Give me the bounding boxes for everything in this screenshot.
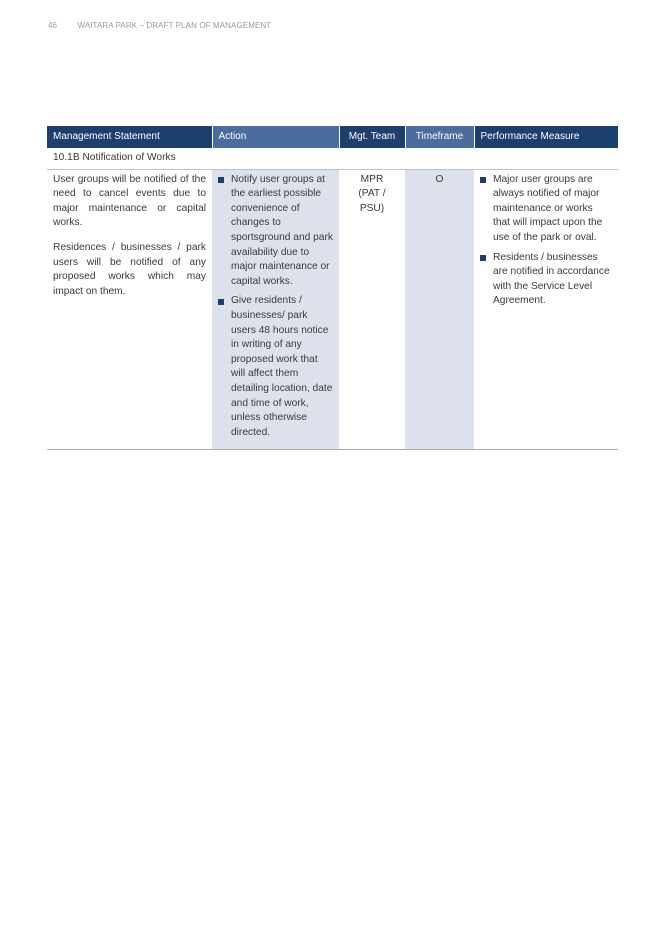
document-title: WAITARA PARK – DRAFT PLAN OF MANAGEMENT (77, 21, 272, 30)
list-item (218, 294, 333, 440)
column-header-management-statement: Management Statement (47, 126, 212, 148)
section-row (47, 148, 618, 169)
action-text: Give residents / businesses/ park users 48 hours notice in writing of any proposed work that will affect them detailing location, date and time of work, unless otherwise directed. (231, 295, 333, 438)
action-text: Notify user groups at the earliest possible convenience of changes to sportsground and park availability due to major maintenance or capital works. (231, 173, 333, 287)
mgt-team-units: (PAT / PSU) (358, 188, 386, 214)
action-cell (212, 169, 339, 450)
performance-text: Major user groups are always notified of major maintenance or works that will impact upon the use of the park or oval. (493, 173, 603, 243)
column-header-mgt-team: Mgt. Team (339, 126, 405, 148)
column-header-performance-measure: Performance Measure (474, 126, 618, 148)
list-item (480, 173, 612, 246)
performance-list (480, 173, 612, 309)
square-bullet-icon (480, 177, 486, 183)
table-row (47, 169, 618, 450)
performance-text: Residents / businesses are notified in accordance with the Service Level Agreement. (493, 251, 610, 307)
column-header-timeframe: Timeframe (405, 126, 474, 148)
table-header-row (47, 126, 618, 148)
square-bullet-icon (480, 255, 486, 261)
management-table (47, 126, 618, 450)
performance-measure-cell (474, 169, 618, 450)
list-item (218, 173, 333, 290)
square-bullet-icon (218, 299, 224, 305)
running-header (48, 21, 271, 30)
action-list (218, 173, 333, 441)
mgt-team-code: MPR (360, 173, 384, 185)
mgt-team-cell (339, 169, 405, 450)
section-title: 10.1B Notification of Works (47, 148, 618, 169)
column-header-action: Action (212, 126, 339, 148)
list-item (480, 251, 612, 309)
statement-paragraph: User groups will be notified of the need to cancel events due to major maintenance or capital works. (53, 173, 206, 229)
square-bullet-icon (218, 177, 224, 183)
statement-paragraph: Residences / businesses / park users will be notified of any proposed works which may impact on them. (53, 241, 206, 297)
management-statement-cell (47, 169, 212, 450)
page-number: 46 (48, 21, 58, 30)
timeframe-cell: O (405, 169, 474, 450)
